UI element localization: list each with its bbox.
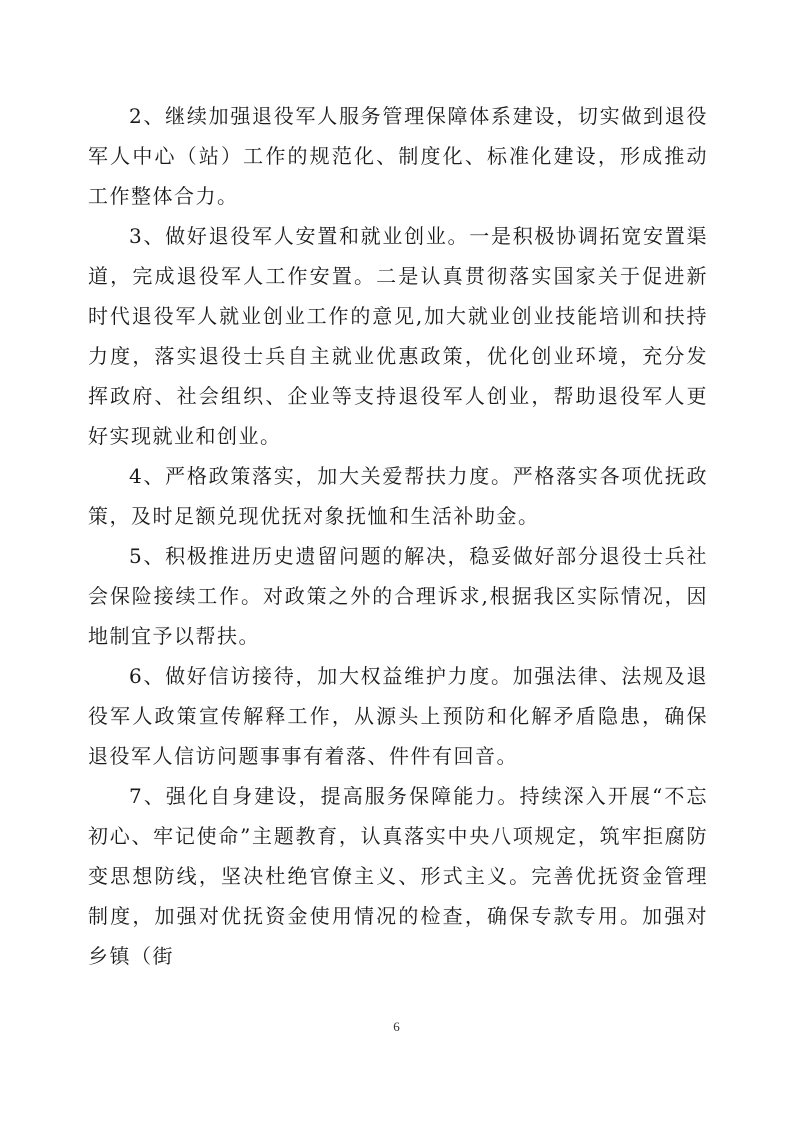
paragraph-item-5: 5、积极推进历史遗留问题的解决，稳妥做好部分退役士兵社会保险接续工作。对政策之外的合理诉求,根据我区实际情况，因地制宜予以帮扶。 — [88, 544, 708, 648]
document-body — [88, 96, 708, 976]
paragraph-item-3: 3、做好退役军人安置和就业创业。一是积极协调拓宽安置渠道，完成退役军人工作安置。二是认真贯彻落实国家关于促进新时代退役军人就业创业工作的意见,加大就业创业技能培训和扶持力度，落实退役士兵自主就业优惠政策，优化创业环境，充分发挥政府、社会组织、企业等支持退役军人创业，帮助退役军人更好实现就业和创业。 — [88, 224, 708, 448]
paragraph-item-4: 4、严格政策落实，加大关爱帮扶力度。严格落实各项优抚政策，及时足额兑现优抚对象抚恤和生活补助金。 — [88, 464, 708, 528]
paragraph-item-7: 7、强化自身建设，提高服务保障能力。持续深入开展“不忘初心、牢记使命”主题教育，认真落实中央八项规定，筑牢拒腐防变思想防线，坚决杜绝官僚主义、形式主义。完善优抚资金管理制度，加强对优抚资金使用情况的检查，确保专款专用。加强对乡镇（街 — [88, 784, 708, 968]
paragraph-item-6: 6、做好信访接待，加大权益维护力度。加强法律、法规及退役军人政策宣传解释工作，从源头上预防和化解矛盾隐患，确保退役军人信访问题事事有着落、件件有回音。 — [88, 664, 708, 768]
page-number: 6 — [393, 1019, 400, 1034]
paragraph-item-2: 2、继续加强退役军人服务管理保障体系建设，切实做到退役军人中心（站）工作的规范化、制度化、标准化建设，形成推动工作整体合力。 — [88, 104, 708, 208]
